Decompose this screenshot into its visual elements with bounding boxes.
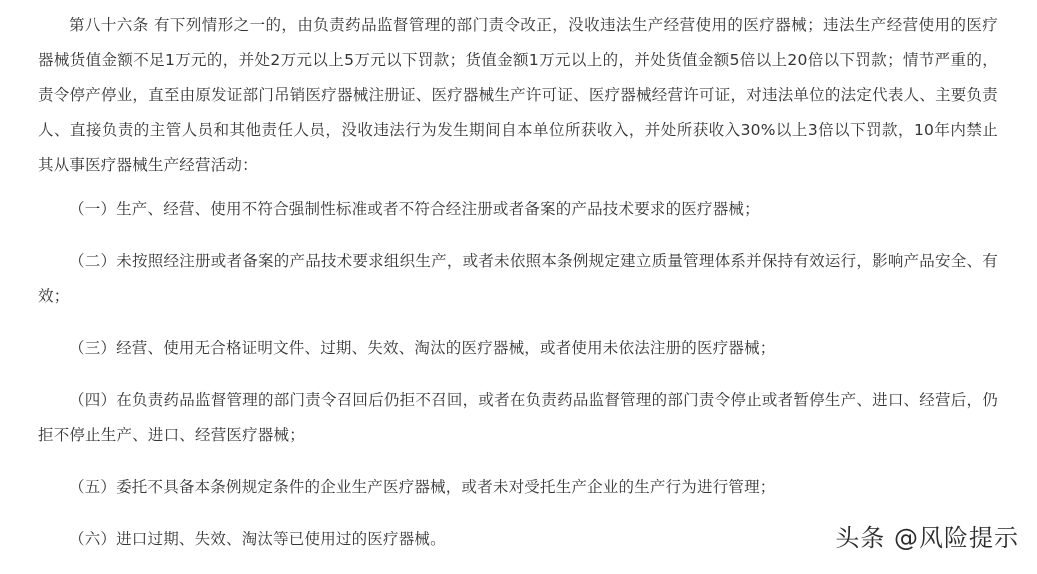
article-item-3: （三）经营、使用无合格证明文件、过期、失效、淘汰的医疗器械，或者使用未依法注册的医疗器械； bbox=[69, 339, 776, 357]
article-lead-paragraph: 第八十六条 有下列情形之一的，由负责药品监督管理的部门责令改正，没收违法生产经营使用的医疗器械；违法生产经营使用的医疗器械货值金额不足1万元的，并处2万元以上5万元以下罚款；货值金额1万元以上的，并处货值金额5倍以上20倍以下罚款；情节严重的，责令停产停业，直至由原发证部门吊销医疗器械注册证、医疗器械生产许可证、医疗器械经营许可证，对违法单位的法定代表人、主要负责人、直接负责的主管人员和其他责任人员，没收违法行为发生期间自本单位所获收入，并处所获收入30%以上3倍以下罚款，10年内禁止其从事医疗器械生产经营活动： bbox=[38, 16, 998, 174]
article-item-2: （二）未按照经注册或者备案的产品技术要求组织生产，或者未依照本条例规定建立质量管理体系并保持有效运行，影响产品安全、有效； bbox=[38, 252, 998, 305]
article-item-4: （四）在负责药品监督管理的部门责令召回后仍拒不召回，或者在负责药品监督管理的部门责令停止或者暂停生产、进口、经营后，仍拒不停止生产、进口、经营医疗器械； bbox=[38, 391, 998, 444]
article-item-6: （六）进口过期、失效、淘汰等已使用过的医疗器械。 bbox=[69, 530, 446, 548]
article-body bbox=[38, 8, 998, 574]
source-watermark: 头条 @风险提示 bbox=[835, 524, 1019, 552]
article-item-5: （五）委托不具备本条例规定条件的企业生产医疗器械，或者未对受托生产企业的生产行为进行管理； bbox=[69, 478, 776, 496]
article-item-1: （一）生产、经营、使用不符合强制性标准或者不符合经注册或者备案的产品技术要求的医疗器械； bbox=[69, 200, 760, 218]
